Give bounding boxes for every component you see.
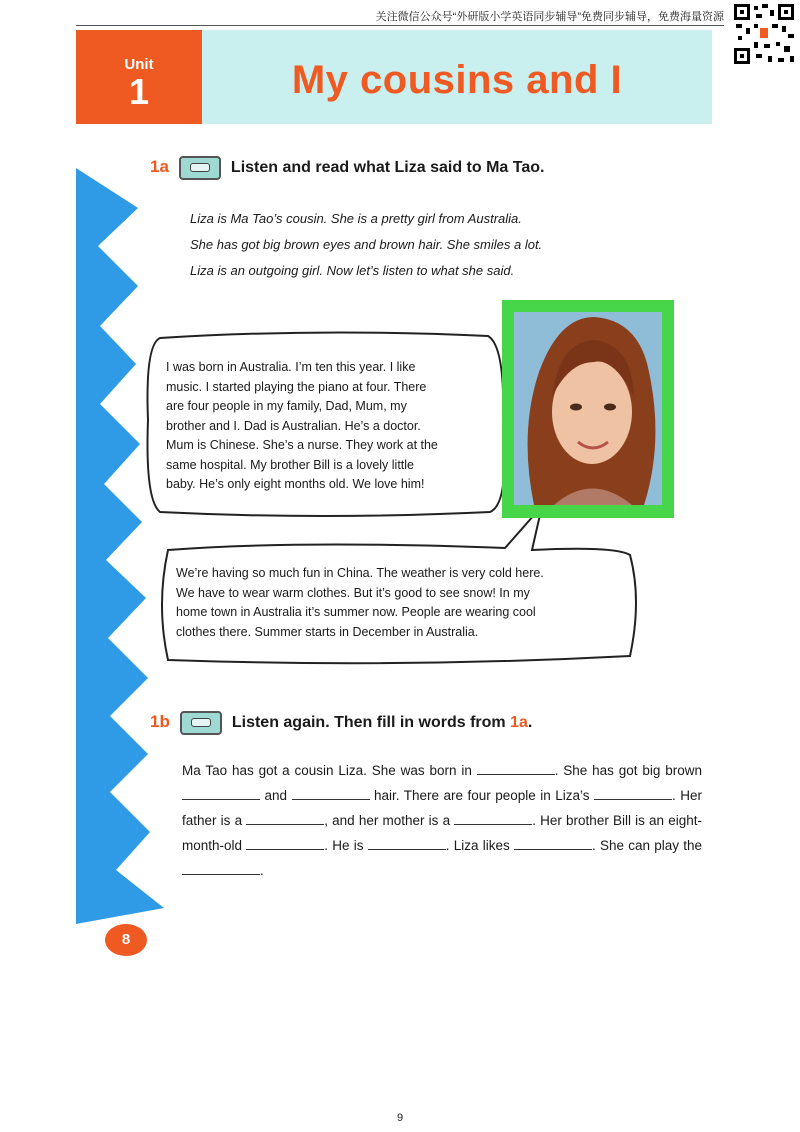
unit-label: Unit (124, 56, 154, 73)
speech-bubble-2-text (176, 564, 544, 642)
girl-portrait-image (514, 312, 662, 505)
answer-blank[interactable] (594, 787, 672, 800)
section-1b-reference: 1a (510, 714, 528, 732)
bubble-line: home town in Australia it’s summer now. People are wearing cool (176, 605, 536, 619)
exercise-text: Ma Tao has got a cousin Liza. She was born in (182, 763, 472, 778)
exercise-text: . She can play the (591, 838, 702, 853)
intro-line: Liza is an outgoing girl. Now let’s listen to what she said. (190, 263, 515, 278)
section-1b-instruction: Listen again. Then fill in words from (231, 714, 506, 732)
answer-blank[interactable] (182, 787, 260, 800)
bubble-line: I was born in Australia. I’m ten this year. I like (166, 360, 416, 374)
bubble-line: We’re having so much fun in China. The weather is very cold here. (176, 566, 544, 580)
exercise-text: . He is (324, 838, 364, 853)
exercise-text: , and her mother is a (324, 813, 451, 828)
exercise-text: hair. There are four people in Liza’s (373, 788, 590, 803)
exercise-text: . Her father is a (182, 788, 702, 828)
fill-in-exercise (182, 758, 702, 883)
header-caption: 关注微信公众号“外研版小学英语同步辅导”免费同步辅导，免费海量资源 (375, 11, 724, 23)
bubble-line: Mum is Chinese. She’s a nurse. They work at the (166, 438, 438, 452)
liza-photo (502, 300, 674, 518)
answer-blank[interactable] (292, 787, 370, 800)
page-title: My cousins and I (291, 58, 623, 102)
bubble-line: clothes there. Summer starts in December in Australia. (176, 624, 479, 639)
answer-blank[interactable] (246, 837, 324, 850)
section-1b-heading (150, 711, 532, 735)
exercise-text: . Her brother Bill is an eight-month-old (182, 813, 702, 853)
book-page-number: 8 (105, 924, 147, 956)
bubble-line: brother and I. Dad is Australian. He’s a doctor. (166, 418, 421, 433)
answer-blank[interactable] (368, 837, 446, 850)
answer-blank[interactable] (246, 812, 324, 825)
intro-line: She has got big brown eyes and brown hair. She smiles a lot. (190, 237, 543, 252)
exercise-text: . Liza likes (445, 838, 510, 853)
bubble-line: are four people in my family, Dad, Mum, my (166, 399, 407, 413)
bubble-line: music. I started playing the piano at four. There (166, 379, 427, 394)
exercise-text: and (264, 788, 288, 803)
section-1b-number: 1b (150, 712, 170, 732)
answer-blank[interactable] (182, 862, 260, 875)
answer-blank[interactable] (514, 837, 592, 850)
bubble-line: baby. He’s only eight months old. We love him! (166, 477, 425, 491)
bubble-line: same hospital. My brother Bill is a lovely little (166, 457, 415, 472)
unit-number: 1 (128, 71, 150, 112)
exercise-text: . She has got big brown (554, 763, 702, 778)
answer-blank[interactable] (454, 812, 532, 825)
exercise-text: . (260, 863, 264, 878)
section-1a-instruction: Listen and read what Liza said to Ma Tao. (230, 159, 545, 177)
section-1b-instruction-end: . (527, 714, 533, 732)
answer-blank[interactable] (477, 762, 555, 775)
speech-bubble-1-text (166, 358, 438, 495)
bubble-line: We have to wear warm clothes. But it’s good to see snow! In my (176, 585, 530, 600)
footer-page-number: 9 (396, 1112, 404, 1124)
section-1a-number: 1a (150, 157, 169, 177)
cassette-tape-icon (180, 711, 222, 735)
intro-line: Liza is Ma Tao’s cousin. She is a pretty girl from Australia. (190, 211, 522, 226)
